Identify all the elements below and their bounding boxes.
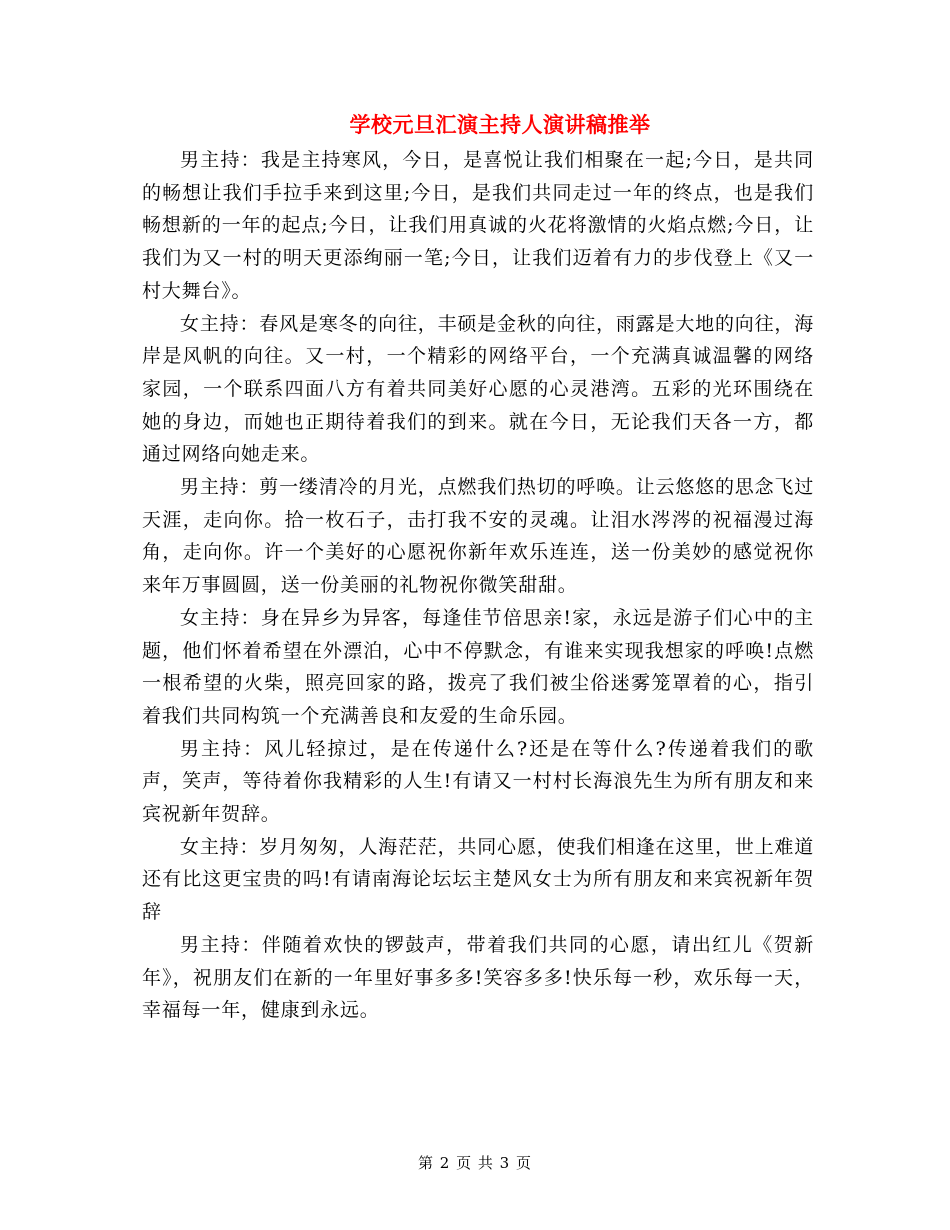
paragraph-male-host-3: 男主持：风儿轻掠过，是在传递什么?还是在等什么?传递着我们的歌声，笑声，等待着你我精彩的人生!有请又一村村长海浪先生为所有朋友和来宾祝新年贺辞。 (142, 737, 814, 826)
paragraph-male-host-4: 男主持：伴随着欢快的锣鼓声，带着我们共同的心愿，请出红儿《贺新年》，祝朋友们在新的一年里好事多多!笑容多多!快乐每一秒，欢乐每一天，幸福每一年，健康到永远。 (142, 933, 814, 1022)
paragraph-male-host-2: 男主持：剪一缕清冷的月光，点燃我们热切的呼唤。让云悠悠的思念飞过天涯，走向你。拾一枚石子，击打我不安的灵魂。让泪水涔涔的祝福漫过海角，走向你。许一个美好的心愿祝你新年欢乐连连，送一份美妙的感觉祝你来年万事圆圆，送一份美丽的礼物祝你微笑甜甜。 (142, 476, 814, 597)
page-number-footer: 第 2 页 共 3 页 (418, 1154, 532, 1172)
paragraph-female-host-3: 女主持：岁月匆匆，人海茫茫，共同心愿，使我们相逢在这里，世上难道还有比这更宝贵的吗!有请南海论坛坛主楚风女士为所有朋友和来宾祝新年贺辞 (142, 835, 814, 924)
document-body (142, 144, 814, 1027)
paragraph-female-host-2: 女主持：身在异乡为异客，每逢佳节倍思亲!家，永远是游子们心中的主题，他们怀着希望在外漂泊，心中不停默念，有谁来实现我想家的呼唤!点燃一根希望的火柴，照亮回家的路，拨亮了我们被尘俗迷雾笼罩着的心，指引着我们共同构筑一个充满善良和友爱的生命乐园。 (142, 606, 814, 727)
paragraph-male-host-1: 男主持：我是主持寒风，今日，是喜悦让我们相聚在一起;今日，是共同的畅想让我们手拉手来到这里;今日，是我们共同走过一年的终点，也是我们畅想新的一年的起点;今日，让我们用真诚的火花将激情的火焰点燃;今日，让我们为又一村的明天更添绚丽一笔;今日，让我们迈着有力的步伐登上《又一村大舞台》。 (142, 149, 814, 302)
paragraph-female-host-1: 女主持：春风是寒冬的向往，丰硕是金秋的向往，雨露是大地的向往，海岸是风帆的向往。又一村，一个精彩的网络平台，一个充满真诚温馨的网络家园，一个联系四面八方有着共同美好心愿的心灵港湾。五彩的光环围绕在她的身边，而她也正期待着我们的到来。就在今日，无论我们天各一方，都通过网络向她走来。 (142, 312, 814, 466)
document-title: 学校元旦汇演主持人演讲稿推举 (349, 112, 651, 137)
